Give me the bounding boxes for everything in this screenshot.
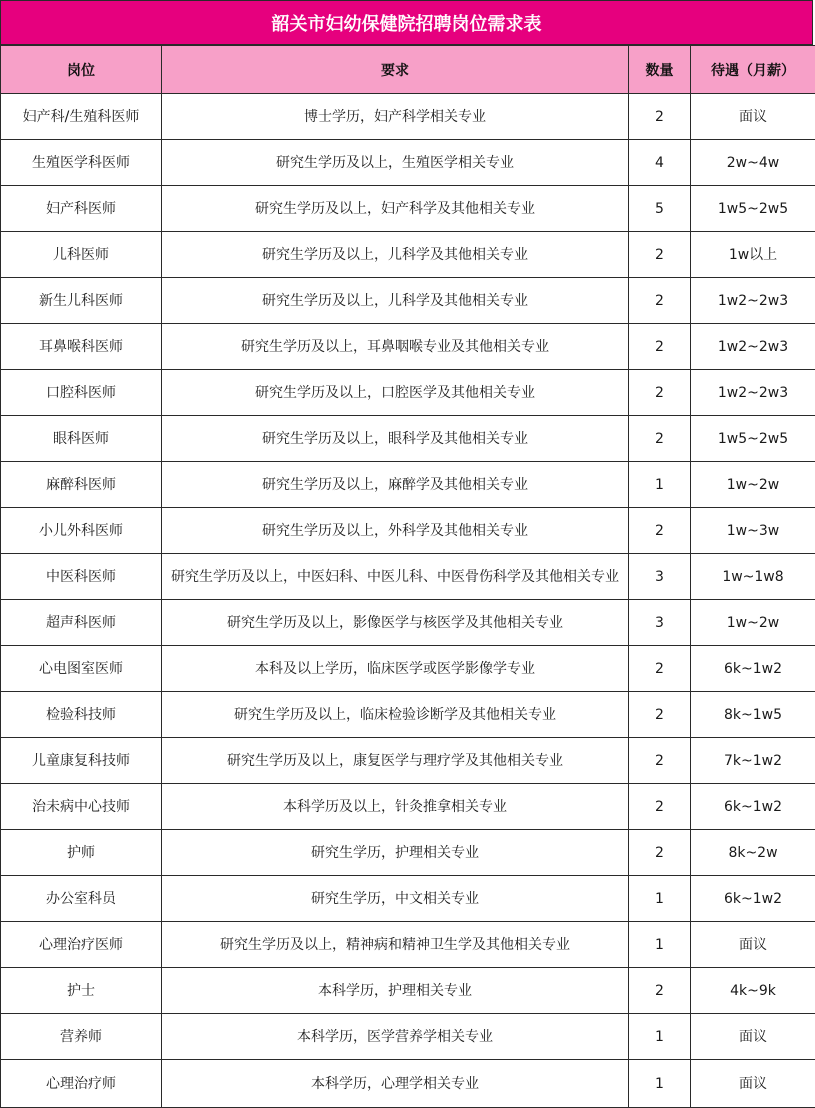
cell-count: 2 — [629, 692, 691, 738]
cell-count: 2 — [629, 94, 691, 140]
cell-position: 儿科医师 — [1, 232, 162, 278]
table-row — [1, 324, 815, 370]
cell-requirement: 本科及以上学历，临床医学或医学影像学专业 — [162, 646, 629, 692]
cell-requirement: 研究生学历及以上，临床检验诊断学及其他相关专业 — [162, 692, 629, 738]
table-row — [1, 94, 815, 140]
cell-position: 办公室科员 — [1, 876, 162, 922]
cell-position: 中医科医师 — [1, 554, 162, 600]
header-position: 岗位 — [1, 46, 162, 94]
cell-count: 2 — [629, 232, 691, 278]
table-row — [1, 600, 815, 646]
table-row — [1, 554, 815, 600]
table-row — [1, 968, 815, 1014]
cell-requirement: 本科学历，心理学相关专业 — [162, 1060, 629, 1108]
table-row — [1, 278, 815, 324]
cell-position: 心电图室医师 — [1, 646, 162, 692]
cell-salary: 1w5~2w5 — [691, 186, 815, 232]
cell-position: 营养师 — [1, 1014, 162, 1060]
table-row — [1, 738, 815, 784]
cell-position: 儿童康复科技师 — [1, 738, 162, 784]
cell-salary: 1w2~2w3 — [691, 324, 815, 370]
cell-salary: 1w~3w — [691, 508, 815, 554]
cell-requirement: 博士学历，妇产科学相关专业 — [162, 94, 629, 140]
cell-salary: 1w2~2w3 — [691, 370, 815, 416]
table-body — [1, 94, 815, 1108]
cell-position: 心理治疗医师 — [1, 922, 162, 968]
cell-position: 口腔科医师 — [1, 370, 162, 416]
cell-position: 麻醉科医师 — [1, 462, 162, 508]
cell-salary: 7k~1w2 — [691, 738, 815, 784]
table-row — [1, 830, 815, 876]
cell-requirement: 研究生学历及以上，精神病和精神卫生学及其他相关专业 — [162, 922, 629, 968]
cell-salary: 1w~2w — [691, 600, 815, 646]
cell-count: 1 — [629, 876, 691, 922]
cell-requirement: 研究生学历及以上，口腔医学及其他相关专业 — [162, 370, 629, 416]
table-row — [1, 646, 815, 692]
cell-position: 护师 — [1, 830, 162, 876]
cell-count: 3 — [629, 600, 691, 646]
cell-position: 生殖医学科医师 — [1, 140, 162, 186]
cell-position: 小儿外科医师 — [1, 508, 162, 554]
cell-salary: 8k~2w — [691, 830, 815, 876]
cell-requirement: 研究生学历及以上，康复医学与理疗学及其他相关专业 — [162, 738, 629, 784]
cell-requirement: 研究生学历及以上，眼科学及其他相关专业 — [162, 416, 629, 462]
cell-salary: 6k~1w2 — [691, 646, 815, 692]
cell-requirement: 本科学历，医学营养学相关专业 — [162, 1014, 629, 1060]
cell-salary: 2w~4w — [691, 140, 815, 186]
cell-count: 5 — [629, 186, 691, 232]
table-row — [1, 140, 815, 186]
table-row — [1, 876, 815, 922]
cell-count: 1 — [629, 1060, 691, 1108]
cell-count: 2 — [629, 416, 691, 462]
cell-position: 检验科技师 — [1, 692, 162, 738]
cell-requirement: 研究生学历及以上，生殖医学相关专业 — [162, 140, 629, 186]
table-row — [1, 1014, 815, 1060]
cell-position: 心理治疗师 — [1, 1060, 162, 1108]
cell-salary: 面议 — [691, 1014, 815, 1060]
cell-requirement: 研究生学历及以上，耳鼻咽喉专业及其他相关专业 — [162, 324, 629, 370]
cell-count: 2 — [629, 370, 691, 416]
cell-count: 2 — [629, 278, 691, 324]
cell-salary: 1w以上 — [691, 232, 815, 278]
header-salary: 待遇（月薪） — [691, 46, 815, 94]
cell-requirement: 研究生学历及以上，妇产科学及其他相关专业 — [162, 186, 629, 232]
cell-requirement: 研究生学历及以上，外科学及其他相关专业 — [162, 508, 629, 554]
table-row — [1, 462, 815, 508]
table-row — [1, 186, 815, 232]
cell-salary: 6k~1w2 — [691, 876, 815, 922]
cell-position: 妇产科医师 — [1, 186, 162, 232]
table-row — [1, 692, 815, 738]
cell-salary: 8k~1w5 — [691, 692, 815, 738]
table-row — [1, 784, 815, 830]
table-row — [1, 922, 815, 968]
cell-count: 1 — [629, 922, 691, 968]
cell-count: 1 — [629, 462, 691, 508]
table-row — [1, 232, 815, 278]
cell-salary: 面议 — [691, 922, 815, 968]
positions-table — [0, 45, 815, 1108]
header-row — [1, 46, 815, 94]
cell-requirement: 研究生学历及以上，儿科学及其他相关专业 — [162, 232, 629, 278]
cell-count: 4 — [629, 140, 691, 186]
cell-count: 2 — [629, 646, 691, 692]
cell-count: 1 — [629, 1014, 691, 1060]
cell-salary: 1w~2w — [691, 462, 815, 508]
cell-position: 耳鼻喉科医师 — [1, 324, 162, 370]
cell-count: 2 — [629, 830, 691, 876]
table-row — [1, 508, 815, 554]
sheet-title: 韶关市妇幼保健院招聘岗位需求表 — [0, 0, 813, 45]
cell-position: 新生儿科医师 — [1, 278, 162, 324]
cell-salary: 面议 — [691, 1060, 815, 1108]
cell-position: 妇产科/生殖科医师 — [1, 94, 162, 140]
cell-salary: 1w~1w8 — [691, 554, 815, 600]
cell-count: 3 — [629, 554, 691, 600]
cell-count: 2 — [629, 324, 691, 370]
cell-count: 2 — [629, 784, 691, 830]
cell-position: 超声科医师 — [1, 600, 162, 646]
cell-salary: 1w2~2w3 — [691, 278, 815, 324]
cell-requirement: 本科学历，护理相关专业 — [162, 968, 629, 1014]
cell-salary: 4k~9k — [691, 968, 815, 1014]
cell-count: 2 — [629, 508, 691, 554]
cell-requirement: 本科学历及以上，针灸推拿相关专业 — [162, 784, 629, 830]
cell-requirement: 研究生学历及以上，儿科学及其他相关专业 — [162, 278, 629, 324]
cell-count: 2 — [629, 738, 691, 784]
cell-position: 眼科医师 — [1, 416, 162, 462]
cell-salary: 1w5~2w5 — [691, 416, 815, 462]
cell-salary: 6k~1w2 — [691, 784, 815, 830]
cell-salary: 面议 — [691, 94, 815, 140]
table-row — [1, 370, 815, 416]
table-row — [1, 1060, 815, 1108]
cell-requirement: 研究生学历，护理相关专业 — [162, 830, 629, 876]
cell-requirement: 研究生学历，中文相关专业 — [162, 876, 629, 922]
cell-position: 护士 — [1, 968, 162, 1014]
cell-count: 2 — [629, 968, 691, 1014]
header-count: 数量 — [629, 46, 691, 94]
header-requirement: 要求 — [162, 46, 629, 94]
table-row — [1, 416, 815, 462]
cell-position: 治未病中心技师 — [1, 784, 162, 830]
cell-requirement: 研究生学历及以上，麻醉学及其他相关专业 — [162, 462, 629, 508]
cell-requirement: 研究生学历及以上，影像医学与核医学及其他相关专业 — [162, 600, 629, 646]
cell-requirement: 研究生学历及以上，中医妇科、中医儿科、中医骨伤科学及其他相关专业 — [162, 554, 629, 600]
